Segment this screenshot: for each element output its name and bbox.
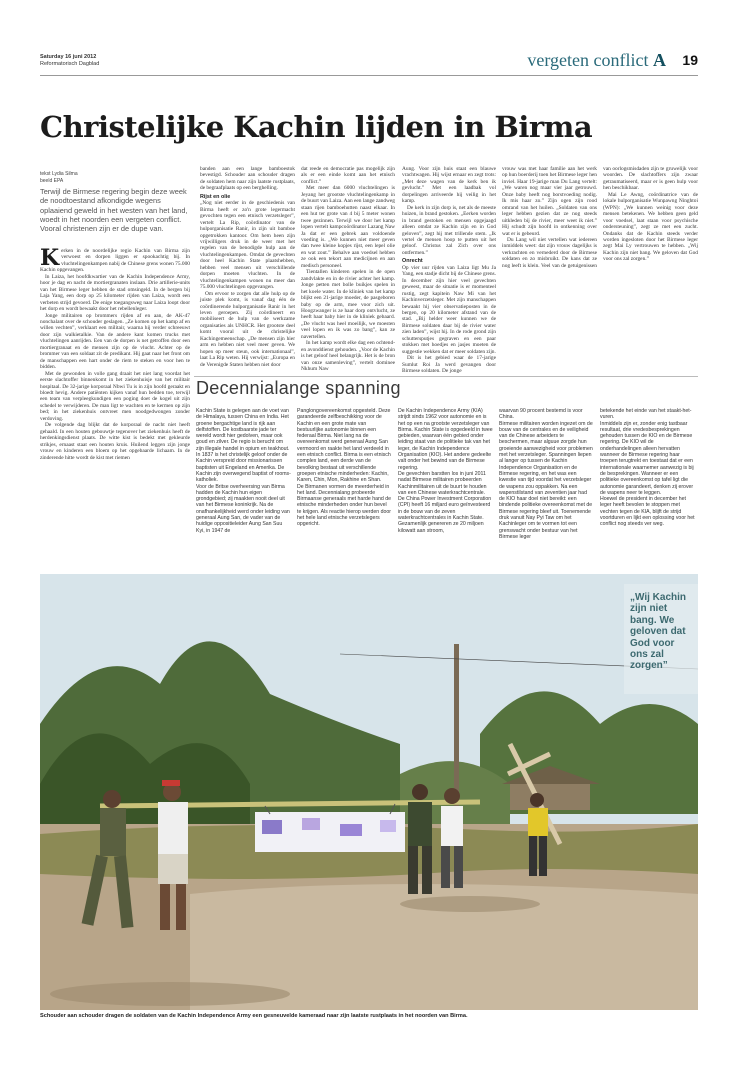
paragraph: „Nog niet eerder in de geschiedenis van Birma heeft er zo'n grote legermacht gevochten tegen een etnisch verzetsleger”, vertelt La Rip, coördinator van de hulporganisatie Ranir, in zijn uit bamboe opgetrokken kantoor. Om hem heen zijn vrijwilligers druk in de weer met het regelen van de benodigde hulp aan de vluchtelingenkampen. Omdat de gevechten door heel Kachin State plaatshebben, hebben veel mensen uit verschillende dorpen moeten vluchten. In de vluchtelingenkampen wonen nu meer dan 75.000 vluchtelingen opgevangen. [200, 200, 295, 291]
box-column-2 [297, 408, 392, 568]
news-photo [40, 574, 698, 1010]
paragraph: Met meer dan 6000 vluchtelingen is Jeyang het grootste vluchtelingenkamp in de buurt van Laiza. Aan een lange zandweg staan rijen bamboehutten naast elkaar. In een hut ter grote van 4 bij 5 meter wonen twee gezinnen. Terwijl we door het kamp lopen vertelt kampcoördinator Lazang Naw Ja dat er een gebrek aan voldoende voeding is. „We kunnen niet meer geven dan twee kleine kopjes rijst, een lepel olie en wat zout.” Behalve aan voedsel hebben ze ook een tekort aan medicijnen en aan medisch personeel. [301, 185, 395, 269]
byline [40, 171, 78, 185]
subheading: Onrecht [402, 258, 423, 265]
paragraph: Birmese militairen worden ingezet om de bouw van de centrales en de veiligheid van de Chinese arbeiders te beschermen, maar alguue zorgde hun groeiende aanwezigheid voor problemen met het verzetsleger. Spanningen liepen al langer op tussen de Kachin Independence Organisation en de Birmese regering, en het was een kwestie van tijd voordat het verzetsleger de wapens zou oppakken. Na een wapenstilstand van zeventien jaar had de KIO haar doel niet bereikt: een bindende politieke overeenkomst met de Birmese regering bleef uit. Toenemende druk vanuit Nay Pyi Taw om het Kachinleger om te vormen tot een grenswacht onder bestuur van het Birmese leger [499, 420, 593, 540]
paragraph: Jonge militairen op brommers rijden af en aan, de AK-47 nonchalant over de schouder geslagen. „Ze komen op het kamp af en willen vechten”, verklaart een militair, waarna hij verder schreeuwt door zijn walkietalkie. Van de andere kant komen trucks met vluchtelingen aanrijden. Een van de dorpen is net getroffen door een mortiergranaat en de mensen zijn op de vlucht. Achter op de brommer van een soldaat zit de predikant. Hij gaat naar het front om de manschappen een hart onder de riem te steken en voor hen te bidden. [40, 312, 190, 371]
photo-credit: beeld EPA [40, 178, 64, 184]
box-title: Decennialange spanning [196, 378, 401, 398]
photo-caption: Schouder aan schouder dragen de soldaten van de Kachin Independence Army een gesneuvelde kameraad naar zijn laatste rustplaats in het noorden van Birma. [40, 1013, 468, 1019]
funeral-procession-illustration [40, 574, 698, 1010]
paragraph: erken in de noordelijke regio Kachin van Birma zijn verwoest en dorpen liggen er spookachtig bij. In vluchtelingenkampen nabij de Chinese grens wonen 75.000 Kachin opgevangen. [40, 248, 190, 274]
drop-cap: K [40, 245, 60, 271]
section-title [527, 50, 666, 71]
article-column-1 [40, 245, 190, 570]
box-column-4 [499, 408, 594, 568]
paragraph: De kerk in zijn dorp is, net als de meeste huizen, in brand gestoken. „Eerken worden in brand gestoken en mensen opgejaagd alleen omdat ze Kachin zijn en in God geloven”, zegt hij met trillende stem. „Ik vertel de mensen hoop te putten uit het geloof. Christus zal Zich over ons ontfermen.” [402, 204, 496, 256]
paragraph: Op vier uur rijden van Laiza ligt Mu Ja Yang, een stadje dicht bij de Chinese grens. In december zijn hier veel gevechten geweest, maar de situatie is er momenteel rustig, zegt kapitein Naw Mi van het Kachinverzetsleger. Met zijn manschappen bewaakt hij vier observatieposten in de bergen, op 20 kilometer afstand van de stad. „Bij helder weer kunnen we de Birmese soldaten daar bij de rivier water zien laden”, wijst hij. In de rode grond zijn schuttersputjes gegraven en een paar stokken met hoedjes en jasjes moeten de suggestie wekken dat er meer soldaten zijn. [402, 264, 496, 355]
paragraph: De gevechten barstten los in juni 2011 nadat Birmese militairen probeerden Kachinmilitairen uit de buurt te houden van een Chinese waterkrachtcentrale. De China Power Investment Corporation (CPI) heeft 16 miljard euro geïnvesteerd in de bouw van de zeven waterkrachtcentrales in Kachin State. Gezamenlijk genereren ze 20 miljoen kilowatt aan stroom, [398, 470, 492, 534]
issue-date: Saturday 16 juni 2012 [40, 54, 97, 60]
section-letter: A [653, 50, 666, 70]
paragraph: De Birmanen vormen de meerderheid in het land. Decennialang probeerde Birmaanse generaals met harde hand de etnische minderheden onder hun bevel te krijgen. Als reactie hierop werden door het hele land etnische verzetslegers opgericht. [297, 483, 392, 528]
article-column-5 [502, 166, 698, 371]
article-column-4 [402, 166, 496, 375]
paragraph: dat reede en democratie pas mogelijk zijn als er een einde komt aan het etnisch conflict.” [301, 166, 395, 185]
box-divider [194, 376, 698, 377]
box-column-1 [196, 408, 291, 568]
paragraph: Voor de Britse overheersing van Birma hadden de Kachin hun eigen grondgebied; zij maakten nooit deel uit van het Birmese koninkrijk. Na de onafhankelijkheid werd onder leiding van generaal Aung San, de vader van de huidige oppositieleider Aung San Suu Kyi, in 1947 de [196, 483, 290, 534]
paragraph: waarvan 90 procent bestemd is voor China. [499, 408, 583, 421]
article-column-2 [200, 166, 295, 371]
text-credit: tekst Lydia Silma [40, 171, 78, 177]
pull-quote: „Wij Kachin zijn niet bang. We geloven dat God voor ons zal zorgen” [630, 592, 687, 672]
newspaper-name: Reformatorisch Dagblad [40, 61, 100, 67]
paragraph: vrouw was met haar familie aan het werk op hun boerderij toen het Birmese leger hen inviel. Haar 19-jarige man Du Lang vertelt: „We waren nog maar vier jaar getrouwd. Onze baby heeft nog borstvoeding nodig. Ik mis haar zo.” Zijn ogen zijn rood omrand van het huilen. „Soldaten van ons leger hebben gezien dat ze nog steeds uitkleden bij de rivier, meer weet ik niet.” Hij schudt zijn hoofd in ontkenning over wat er is gebeurd. [502, 166, 597, 237]
paragraph: Aung. Voor zijn huis staat een blauwe vrachtwagen. Hij wijst ernaar en zegt trots: „Met deze wagen van de kerk ben ik gevlucht.” Met een laadbak vol dorpelingen arriveerde hij veilig in het kamp. [402, 166, 496, 205]
paragraph: banden aan een lange bamboestok bevestigd. Schouder aan schouder dragen de soldaten hem naar zijn laatste rustplaats, de begraafplaats op een berghelling. [200, 166, 295, 192]
paragraph: betekende het einde van het staakt-het-vuren. [600, 408, 692, 421]
paragraph: Kachin State is gelegen aan de voet van de Himalaya, tussen China en India. Het groene bergachtige land is rijk aan delfstoffen. De kostbaarste jade ter wereld wordt hier gedolven, maar ook goud en zilver. De regio is berucht om zijn illegale handel in opium en teakhout. In 1837 is het christelijk geloof onder de Kachin verspreid door missionarissen baptisten uit Engeland en Amerika. De Kachin zijn overwegend baptist of rooms-katholiek. [196, 408, 291, 484]
page-number: 19 [682, 52, 698, 68]
paragraph: Om ervoor te zorgen dat alle hulp op de juiste plek komt, is vanaf dag één de coördinerende hulporganisatie Ranir in het leven geroepen. Zij coördineert en mobiliseert de hulp van de werkzame organisaties als UNHCR. Het grootste deel komt vooral uit de christelijke Kachingemeenschap. „De mensen zijn hier arm en hebben niet veel meer geven. We hopen op meer steun, ook internationaal”, laat La Rip weten. Hij verwijst: „Europa en de Verenigde Staten hebben niet door [200, 290, 295, 368]
subheading: Rijst en olie [200, 193, 231, 200]
article-intro: Terwijl de Birmese regering begin deze week de noodtoestand afkondigde wegens oplaaiend geweld in het westen van het land, woedt in het noorden een vergeten conflict. Vooral christenen zijn er de dupe van. [40, 187, 188, 234]
paragraph: Tientallen kinderen spelen in de open zandvlakte en in de rivier achter het kamp. Jonge petten met bolle buikjes spelen in het koele water. In de kliniek van het kamp blijkt een 21-jarige moeder, de pasgeboren baby op de arm, mee voor zich uit. Hoogzwanger is ze haar dorp ontvlucht, ze heeft haar baby hier in de kliniek gebaard. „De vlucht was heel moeilijk, we moesten veel lopen en ik was zo bang”, kan ze navertellen. [301, 269, 395, 340]
paragraph: Panglongovereenkomst opgesteld. Deze garandeerde zelfbeschikking voor de Kachin en een grote mate van bestuurlijke autonomie binnen een federaal Birma. Niet lang na de overeenkomst werd generaal Aung San vermoord en raakte het land verdeeld in een etnisch conflict. Birma is een etnisch complex land, een derde van de bevolking bestaat uit verschillende groepen etnische minderheden: Kachin, Karen, Chin, Mon, Rakhine en Shan. [297, 408, 391, 484]
paragraph: Hoewel de president in december het leger heeft bevolen te stoppen met vechten tegen de KIA, blijft de strijd voortduren en lijkt een oplossing voor het conflict nog steeds ver weg. [600, 496, 695, 528]
paragraph: In het kamp wordt elke dag een ochtend- en avonddienst gehouden. „Voor de Kachin is het geloof heel belangrijk. Het is de bron van onze samenleving”, vertelt dominee Nkhum Naw [301, 340, 395, 373]
paragraph: Dit is het gebied waar de 17-jarige Sumlut Roi Ja werd gevangen door Birmese soldaten. De jonge [402, 355, 496, 375]
paragraph: Mai Le Awng, coördinatrice van de lokale hulporganisatie Wunpawng Ninghtoi (WPN): „We kunnen weinig voor deze mensen betekenen. We hebben geen geld voor voedsel, laat staan voor psychische ondersteuning”, zegt ze met een zucht. Ondanks dat de Kachin steeds verder worden ingesloten door het Birmese leger zegt Mai Ly vertrouwen te hebben. „Wij Kachin zijn niet bang. We geloven dat God voor ons zal zorgen.” [603, 191, 698, 263]
headline: Christelijke Kachin lijden in Birma [40, 110, 593, 144]
page-header [40, 50, 698, 76]
box-column-5 [600, 408, 695, 568]
paragraph: Met de gewonden in volle gang draait het niet lang voordat het eerste slachtoffer binnenkomt in het ziekenhuisje van het militair hospitaal. De 32-jarige korporaal Nbwi Tu is in zijn hoofd geraakt en bloedt hevig. Andere patiënten kijken vanaf hun bedden toe, terwijl een team van verpleegkundigen een poging doet de kogel uit zijn schedel te verwijderen. De man ligt te wachten en te kermen op zijn bed; in het ziekenhuis ontvreet men noodgedwongen zonder verdoving. [40, 370, 190, 422]
paragraph: In Laiza, het hoofdkwartier van de Kachin Independence Army, hoor je dag en nacht de mortiergranaten inslaan. Drie artillerie-units van het Birmese leger hebben de stad omsingeld. In de bergen bij Laja Yang, een dorp op 25 kilometer rijden van Laiza, wordt een verbeten strijd gevoerd. De enige toegangsweg naar Laiza loopt door het dorp en wordt bewaakt door het rebellenleger. [40, 273, 190, 313]
paragraph: Du Lang wil niet vertellen wat iedereen inmiddels weet: dat zijn vrouw dagelijks is verkrachten en vernederd door de Birmese soldaten en zo misbruikt. De kans dat ze nog leeft is klein. Veel van de getuigenissen van oorlogsmisdaden zijn te gruwelijk voor woorden. De slachtoffers zijn zwaar getraumatiseerd, maar er is geen hulp voor hen beschikbaar. [502, 166, 698, 269]
section-word: vergeten conflict [527, 50, 649, 70]
paragraph: Inmiddels zijn er, zonder enig tastbaar resultaat, drie vredesbesprekingen gehouden tussen de KIO en de Birmese regering. De KIO wil de onderhandelingen alleen hervatten wanneer de Birmese regering haar troepen terugtrekt en toestaat dat er een internationale waarnemer aanwezig is bij de besprekingen. Wanneer er een politieke overeenkomst op tafel ligt die autonomie garandeert, denken zij erover de wapens neer te leggen. [600, 420, 694, 496]
paragraph: De Kachin Independence Army (KIA) strijdt sinds 1962 voor autonomie en is het op een na grootste verzetsleger van Birma. Kachin State is opgedeeld in twee gebieden, waarvan één gebied onder leiding staat van de politieke tak van het leger, de Kachin Independence Organisation (KIO). Het andere gedeelte valt onder het bewind van de Birmese regering. [398, 408, 493, 471]
box-column-3 [398, 408, 493, 568]
paragraph: De volgende dag blijkt dat de korporaal de nacht niet heeft gehaald. In een houten gebouwtje tegenover het ziekenhuis heeft de herdenkingsdienst plaats. De witte kist is bedekt met gekleurde strikjes, ernaast staat een houten kruis. Huilend leggen zijn jonge vrouw en kinderen een bloem op het opgebaarde lichaam. In de zinderende hitte wordt de kist met riemen [40, 422, 190, 461]
article-column-3 [301, 166, 395, 371]
